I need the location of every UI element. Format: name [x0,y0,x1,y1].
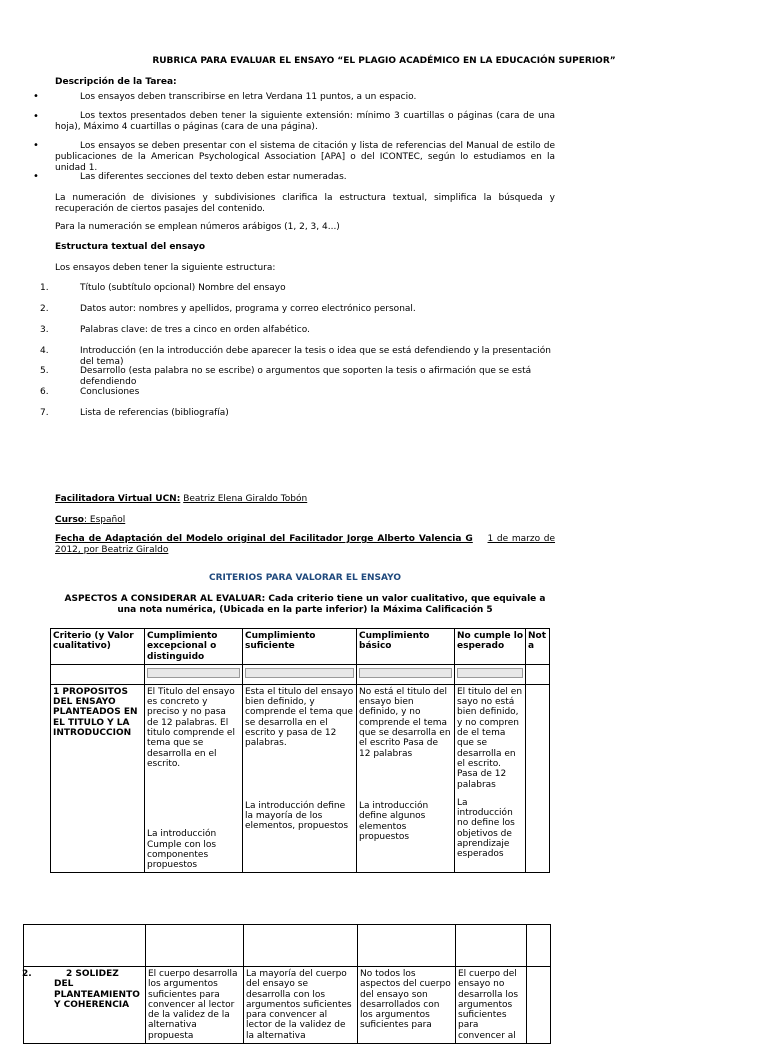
excepcional-cell: El cuerpo desarrolla los argumentos suficientes para convencer al lector de la validez de la alternativa propuesta [146,967,244,1044]
criterion-cell: 1 PROPOSITOS DEL ENSAYO PLANTEADOS EN EL TITULO Y LA INTRODUCCION [51,684,145,873]
list-number: 5. [40,366,49,376]
basico-cell [357,684,455,873]
list-item: Título (subtítulo opcional) Nombre del ensayo [80,283,286,293]
list-number: 7. [40,408,49,418]
list-item: Desarrollo (esta palabra no se escribe) o argumentos que soporten la tesis o afirmación que se está defendiendo [80,366,532,387]
task-bullet-3: Los ensayos se deben presentar con el sistema de citación y lista de referencias del Manual de estilo de publicaciones de la American Psychological Association [APA] o del ICONTEC, según lo estudiamos en la unidad 1. [55,141,555,173]
table-row [51,684,550,873]
header-no-cumple: No cumple lo esperado [455,629,526,665]
basico-cell: No todos los aspectos del cuerpo del ensayo son desarrollados con los argumentos suficientes para [358,967,456,1044]
nota-cell [527,967,551,1044]
no-cumple-cell [455,684,526,873]
bullet-icon: • [33,111,39,122]
task-bullet-2: Los textos presentados deben tener la siguiente extensión: mínimo 3 cuartillas o páginas (cara de una hoja), Máximo 4 cuartillas o páginas (cara de una página). [55,111,555,132]
aspects-label: ASPECTOS A CONSIDERAR AL EVALUAR: [64,594,266,604]
structure-heading: Estructura textual del ensayo [55,242,206,252]
bullet-icon: • [33,91,39,102]
excepcional-cell [145,684,243,873]
rubric-table-2 [23,924,551,1044]
course-value: : Español [84,515,126,525]
adaptation-line [55,534,555,556]
shade-bar [359,668,452,678]
suficiente-cell: La mayoría del cuerpo del ensayo se desarrolla con los argumentos suficientes para convencer al lector de la validez de la alternativa [244,967,358,1044]
cell-text-intro: La introducción no define los objetivos de aprendizaje esperados [457,797,515,860]
list-number: 2. [40,304,49,314]
criterion-number: 2 SOLIDEZ [66,969,119,979]
cell-text-intro: La introducción Cumple con los componentes propuestos [147,829,217,871]
table-shade-row [51,664,550,684]
list-item: Datos autor: nombres y apellidos, programa y correo electrónico personal. [80,304,416,314]
document-title: RUBRICA PARA EVALUAR EL ENSAYO “EL PLAGIO ACADÉMICO EN LA EDUCACIÓN SUPERIOR” [152,56,616,66]
cell-text-title: El titulo del en sayo no está bien definido, y no compren de el tema que se desarrolla en el escrito. Pasa de 12 palabras [457,686,523,790]
criterion-rest: DEL PLANTEAMIENTO Y COHERENCIA [54,979,140,1010]
aspects-description: Cada criterio tiene un valor cualitativo, que equivale a una nota numérica, (Ubicada en la parte inferior) la Máxima Calificación 5 [117,594,546,615]
shade-bar [457,668,523,678]
aspects-text [55,594,555,616]
bullet-icon: • [33,171,39,182]
header-criterion: Criterio (y Valor cualitativo) [51,629,145,665]
task-bullet-1: Los ensayos deben transcribirse en letra Verdana 11 puntos, a un espacio. [80,92,417,102]
rubric-table-1 [50,628,550,873]
header-excepcional: Cumplimiento excepcional o distinguido [145,629,243,665]
numbering-note: Para la numeración se emplean números arábigos (1, 2, 3, 4...) [55,222,340,232]
shade-bar [245,668,354,678]
no-cumple-cell: El cuerpo del ensayo no desarrolla los argumentos suficientes para convencer al [456,967,527,1044]
structure-intro: Los ensayos deben tener la siguiente estructura: [55,263,276,273]
cell-text-intro: La introducción define algunos elementos propuestos [359,800,429,842]
bullet-icon: • [33,140,39,151]
table-header-row [51,629,550,665]
list-item: Palabras clave: de tres a cinco en orden alfabético. [80,325,310,335]
table-row [24,967,551,1044]
header-suficiente: Cumplimiento suficiente [243,629,357,665]
cell-text-title: El Titulo del ensayo es concreto y preciso y no pasa de 12 palabras. El titulo comprende el tema que se desarrolla en el escrito. [147,686,235,769]
cell-text-title: No está el titulo del ensayo bien definido, y no comprende el tema que se desarrolla en el escrito Pasa de 12 palabras [359,686,451,759]
task-heading: Descripción de la Tarea: [55,77,177,87]
cell-text-intro: La introducción define la mayoría de los elementos, propuestos [245,800,349,832]
criteria-title: CRITERIOS PARA VALORAR EL ENSAYO [209,573,401,583]
list-item: Conclusiones [80,387,140,397]
facilitator-line [55,494,307,505]
facilitator-label: Facilitadora Virtual UCN: [55,494,181,504]
row-number: 2. [22,969,32,979]
adaptation-label: Fecha de Adaptación del Modelo original del Facilitador Jorge Alberto Valencia G [55,534,473,544]
course-line [55,515,125,526]
course-label: Curso [55,515,84,525]
header-basico: Cumplimiento básico [357,629,455,665]
task-bullet-4: Las diferentes secciones del texto deben estar numeradas. [80,172,347,182]
list-number: 3. [40,325,49,335]
table-row [24,925,551,967]
header-nota: Not a [526,629,550,665]
criterion-cell [24,967,146,1044]
list-number: 4. [40,346,49,356]
list-item: Lista de referencias (bibliografía) [80,408,229,418]
cell-text-title: Esta el titulo del ensayo bien definido, y comprende el tema que se desarrolla en el escrito y pasa de 12 palabras. [245,686,354,749]
list-number: 6. [40,387,49,397]
numbering-paragraph: La numeración de divisiones y subdivisiones clarifica la estructura textual, simplifica la búsqueda y recuperación de ciertos pasajes del contenido. [55,193,555,214]
list-item: Introducción (en la introducción debe aparecer la tesis o idea que se está defendiendo y la presentación del tema) [80,346,551,367]
adaptation-value: 1 de marzo de 2012, por Beatriz Giraldo [55,534,556,555]
suficiente-cell [243,684,357,873]
shade-bar [147,668,240,678]
list-number: 1. [40,283,49,293]
nota-cell [526,684,550,873]
facilitator-value: Beatriz Elena Giraldo Tobón [183,494,308,504]
